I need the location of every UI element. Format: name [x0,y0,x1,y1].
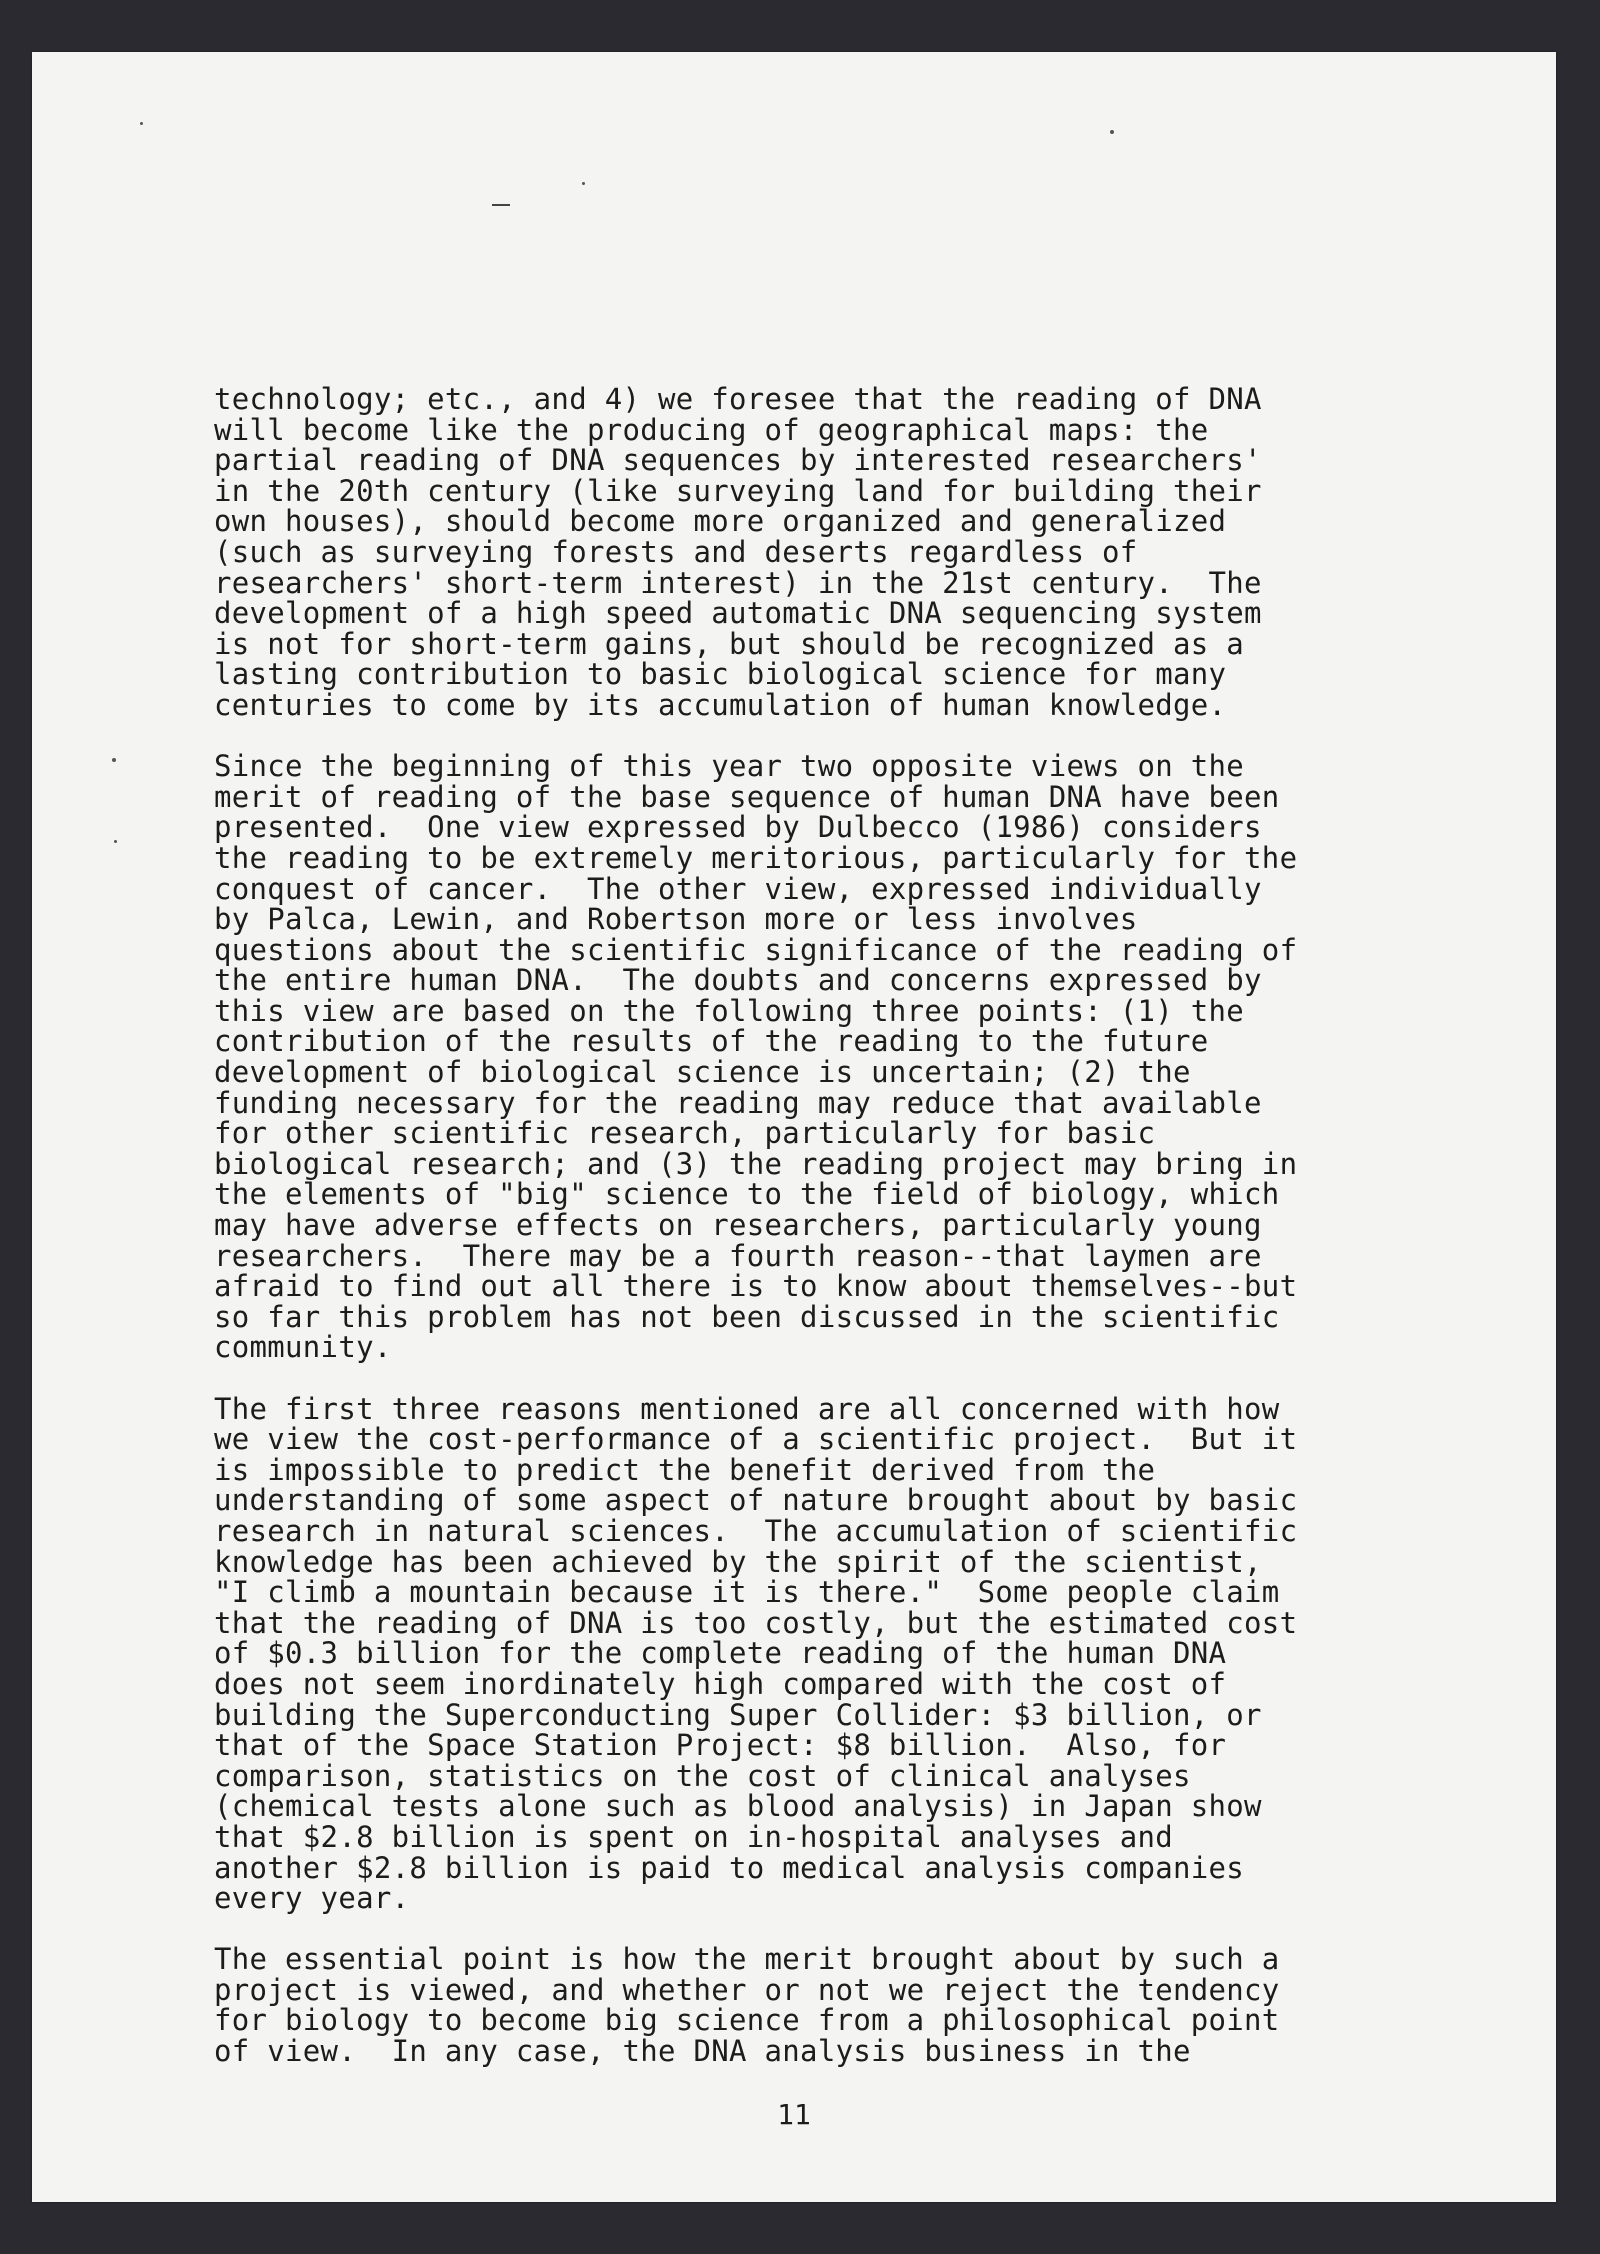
text-line: The first three reasons mentioned are all concerned with how [214,1391,1280,1426]
text-line: researchers. There may be a fourth reason--that laymen are [214,1238,1262,1273]
text-line: The essential point is how the merit brought about by such a [214,1942,1280,1977]
text-line: conquest of cancer. The other view, expressed individually [214,871,1262,906]
scan-speck [140,122,143,125]
text-line: by Palca, Lewin, and Robertson more or less involves [214,902,1138,937]
page-number: 11 [777,2098,811,2131]
text-line: the reading to be extremely meritorious, particularly for the [214,840,1298,875]
text-line: another $2.8 billion is paid to medical analysis companies [214,1850,1245,1885]
scan-speck [1110,130,1114,134]
text-line: in the 20th century (like surveying land for building their [214,473,1262,508]
text-line: afraid to find out all there is to know about themselves--but [214,1269,1298,1304]
text-line: lasting contribution to basic biological science for many [214,657,1227,692]
text-line: centuries to come by its accumulation of human knowledge. [214,687,1227,722]
text-line: so far this problem has not been discussed in the scientific [214,1299,1280,1334]
text-line: building the Superconducting Super Collider: $3 billion, or [214,1697,1262,1732]
text-line: (chemical tests alone such as blood analysis) in Japan show [214,1789,1262,1824]
text-line: knowledge has been achieved by the spirit of the scientist, [214,1544,1262,1579]
text-line: the elements of "big" science to the field of biology, which [214,1177,1280,1212]
text-line: we view the cost-performance of a scientific project. But it [214,1422,1298,1457]
text-line: presented. One view expressed by Dulbecco (1986) considers [214,810,1262,845]
text-line: this view are based on the following three points: (1) the [214,993,1245,1028]
text-line: that of the Space Station Project: $8 billion. Also, for [214,1728,1227,1763]
text-line: "I climb a mountain because it is there." Some people claim [214,1575,1280,1610]
text-line: that the reading of DNA is too costly, but the estimated cost [214,1605,1298,1640]
text-line: that $2.8 billion is spent on in-hospital analyses and [214,1819,1174,1854]
body-text [214,384,1404,2097]
text-line: questions about the scientific significance of the reading of [214,932,1298,967]
text-line: development of a high speed automatic DNA sequencing system [214,596,1262,631]
document-page [32,52,1556,2202]
text-line: community. [214,1330,392,1365]
text-line: partial reading of DNA sequences by interested researchers' [214,443,1262,478]
text-line: for biology to become big science from a philosophical point [214,2003,1280,2038]
text-line: does not seem inordinately high compared with the cost of [214,1666,1227,1701]
text-line: contribution of the results of the reading to the future [214,1024,1209,1059]
margin-dot [114,840,117,843]
text-line: for other scientific research, particularly for basic [214,1116,1156,1151]
text-line: technology; etc., and 4) we foresee that the reading of DNA [214,382,1262,416]
text-line: research in natural sciences. The accumulation of scientific [214,1513,1298,1548]
text-line: development of biological science is uncertain; (2) the [214,1055,1191,1090]
paragraph-2 [214,751,1404,1363]
scan-speck [582,182,585,185]
text-line: project is viewed, and whether or not we reject the tendency [214,1972,1280,2007]
paragraph-3 [214,1391,1404,1916]
stray-dash-mark [492,204,510,206]
text-line: of $0.3 billion for the complete reading of the human DNA [214,1636,1227,1671]
text-line: is not for short-term gains, but should be recognized as a [214,626,1245,661]
paragraph-1 [214,384,1404,721]
paragraph-4 [214,1942,1404,2069]
text-line: own houses), should become more organized and generalized [214,504,1227,539]
text-line: biological research; and (3) the reading project may bring in [214,1146,1298,1181]
text-line: will become like the producing of geographical maps: the [214,412,1209,447]
margin-dot [112,758,116,762]
text-line: Since the beginning of this year two opposite views on the [214,749,1245,784]
text-line: is impossible to predict the benefit derived from the [214,1452,1156,1487]
text-line: may have adverse effects on researchers, particularly young [214,1208,1262,1243]
text-line: of view. In any case, the DNA analysis business in the [214,2034,1191,2069]
text-line: funding necessary for the reading may reduce that available [214,1085,1262,1120]
text-line: (such as surveying forests and deserts regardless of [214,534,1138,569]
text-line: comparison, statistics on the cost of clinical analyses [214,1758,1191,1793]
text-line: every year. [214,1881,410,1916]
text-line: merit of reading of the base sequence of human DNA have been [214,779,1280,814]
text-line: understanding of some aspect of nature brought about by basic [214,1483,1298,1518]
text-line: researchers' short-term interest) in the 21st century. The [214,565,1262,600]
text-line: the entire human DNA. The doubts and concerns expressed by [214,963,1262,998]
